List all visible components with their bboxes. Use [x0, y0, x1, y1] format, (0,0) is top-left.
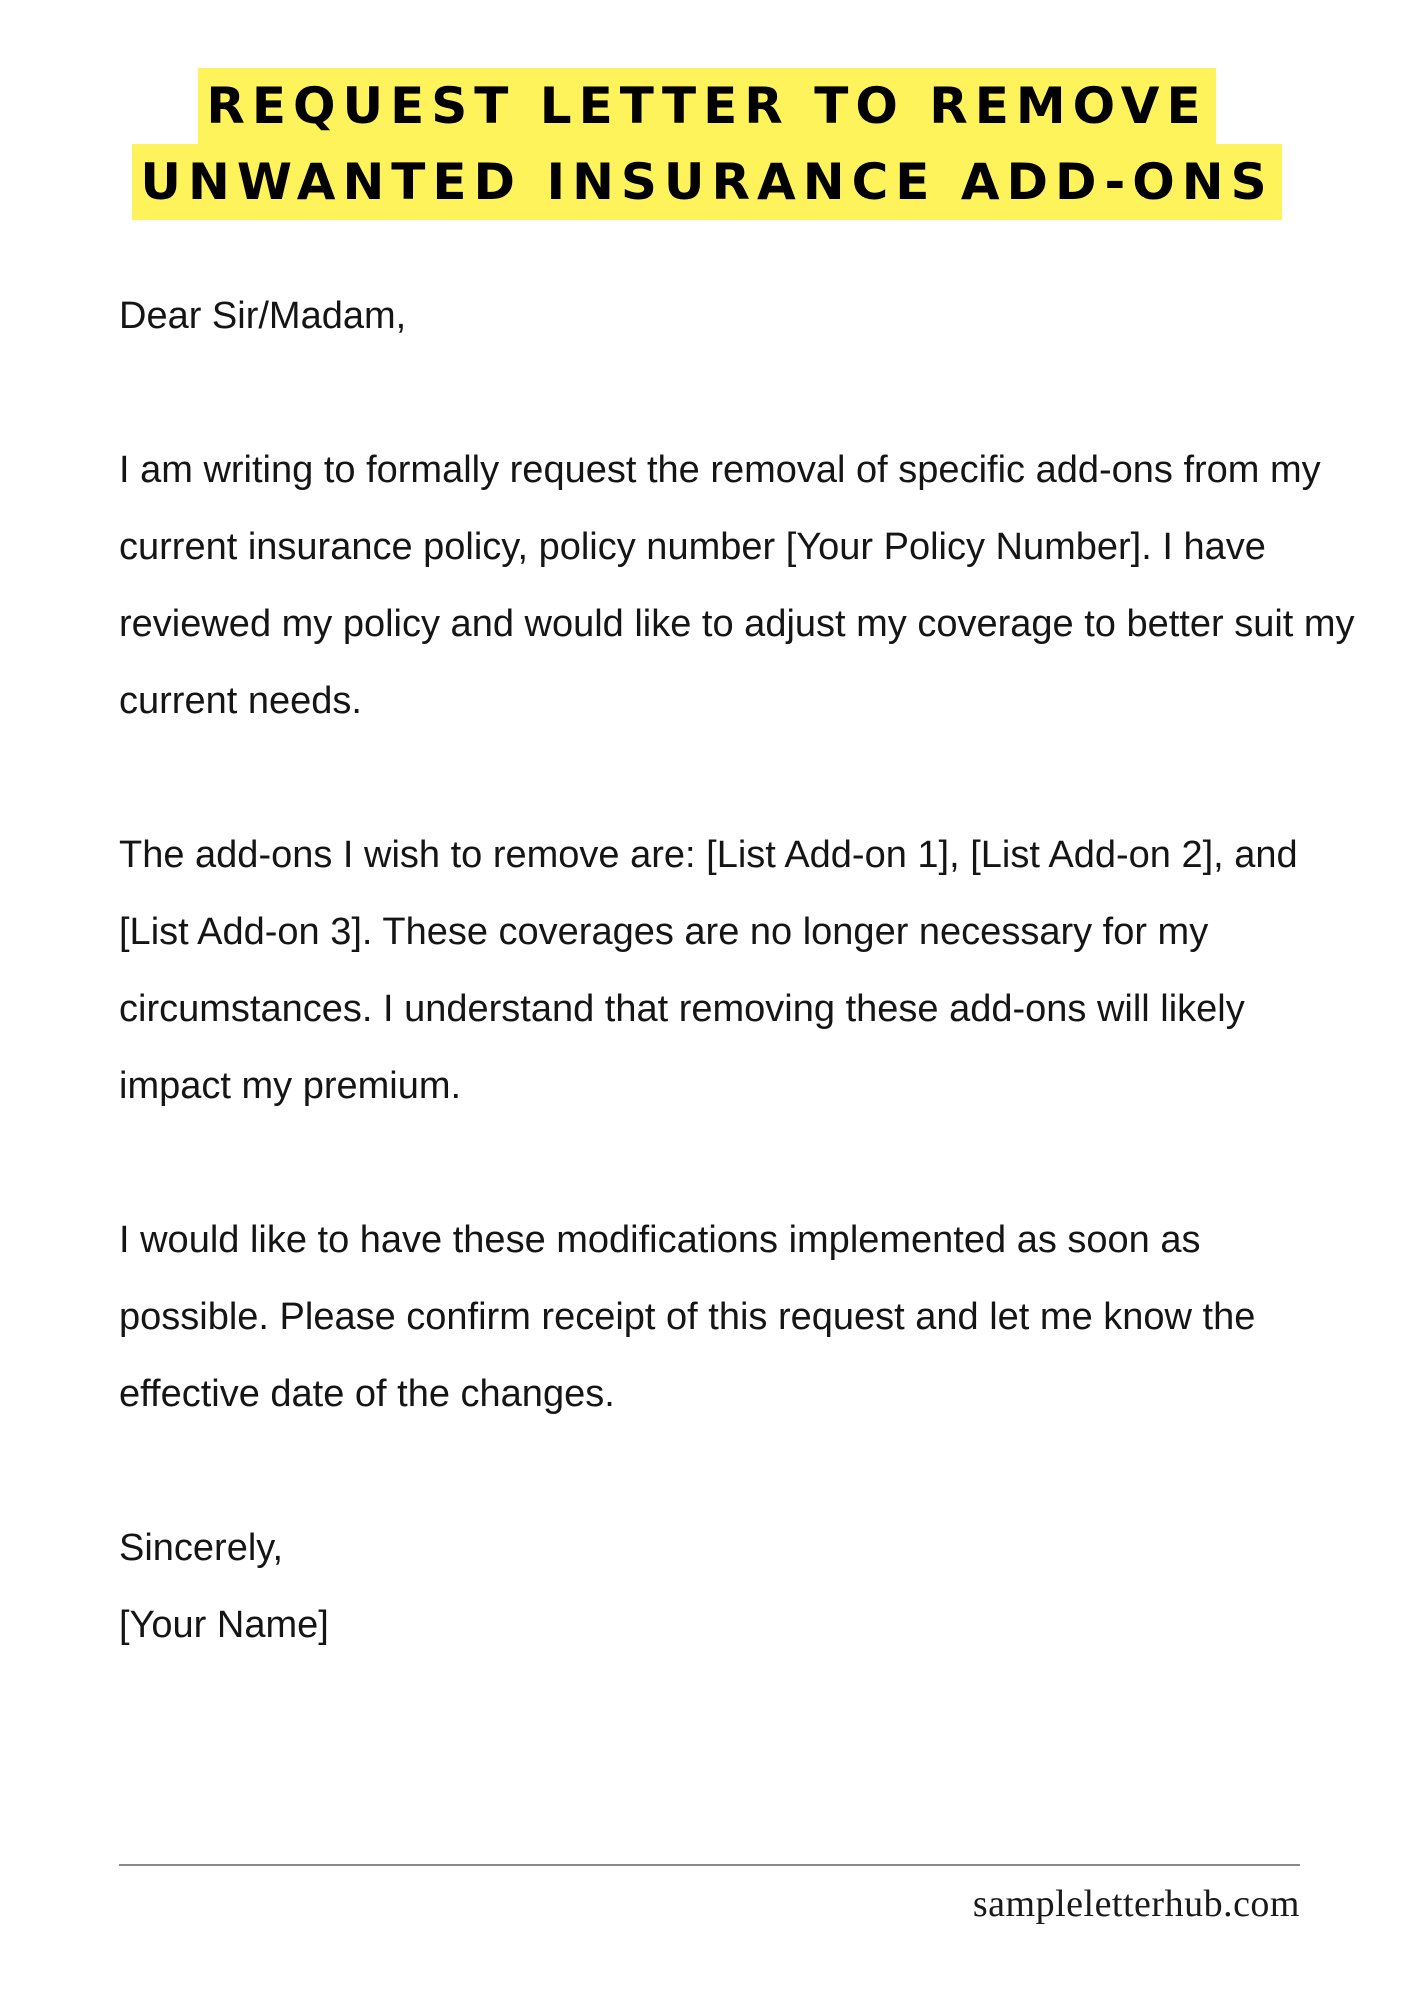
- title-line-1: REQUEST LETTER TO REMOVE: [198, 68, 1215, 144]
- letter-title: [0, 68, 1414, 220]
- paragraph-intro: I am writing to formally request the removal of specific add-ons from my current insurance policy, policy number [Your Policy Number]. I have reviewed my policy and would like to adjust my coverage to better suit my current needs.: [119, 449, 1355, 722]
- footer-divider: [119, 1864, 1300, 1866]
- closing: Sincerely,: [119, 1527, 284, 1569]
- paragraph-request: I would like to have these modifications implemented as soon as possible. Please confirm receipt of this request and let me know the effective date of the changes.: [119, 1219, 1256, 1415]
- footer-site-name: sampleletterhub.com: [972, 1883, 1300, 1925]
- signature: [Your Name]: [119, 1604, 329, 1646]
- paragraph-add-ons: The add-ons I wish to remove are: [List Add-on 1], [List Add-on 2], and [List Add-on 3]. These coverages are no longer necessary for my circumstances. I understand that removing these add-ons will likely impact my premium.: [119, 834, 1298, 1107]
- letter-body: [119, 278, 1359, 1664]
- salutation: Dear Sir/Madam,: [119, 295, 407, 337]
- title-line-2: UNWANTED INSURANCE ADD-ONS: [132, 144, 1281, 220]
